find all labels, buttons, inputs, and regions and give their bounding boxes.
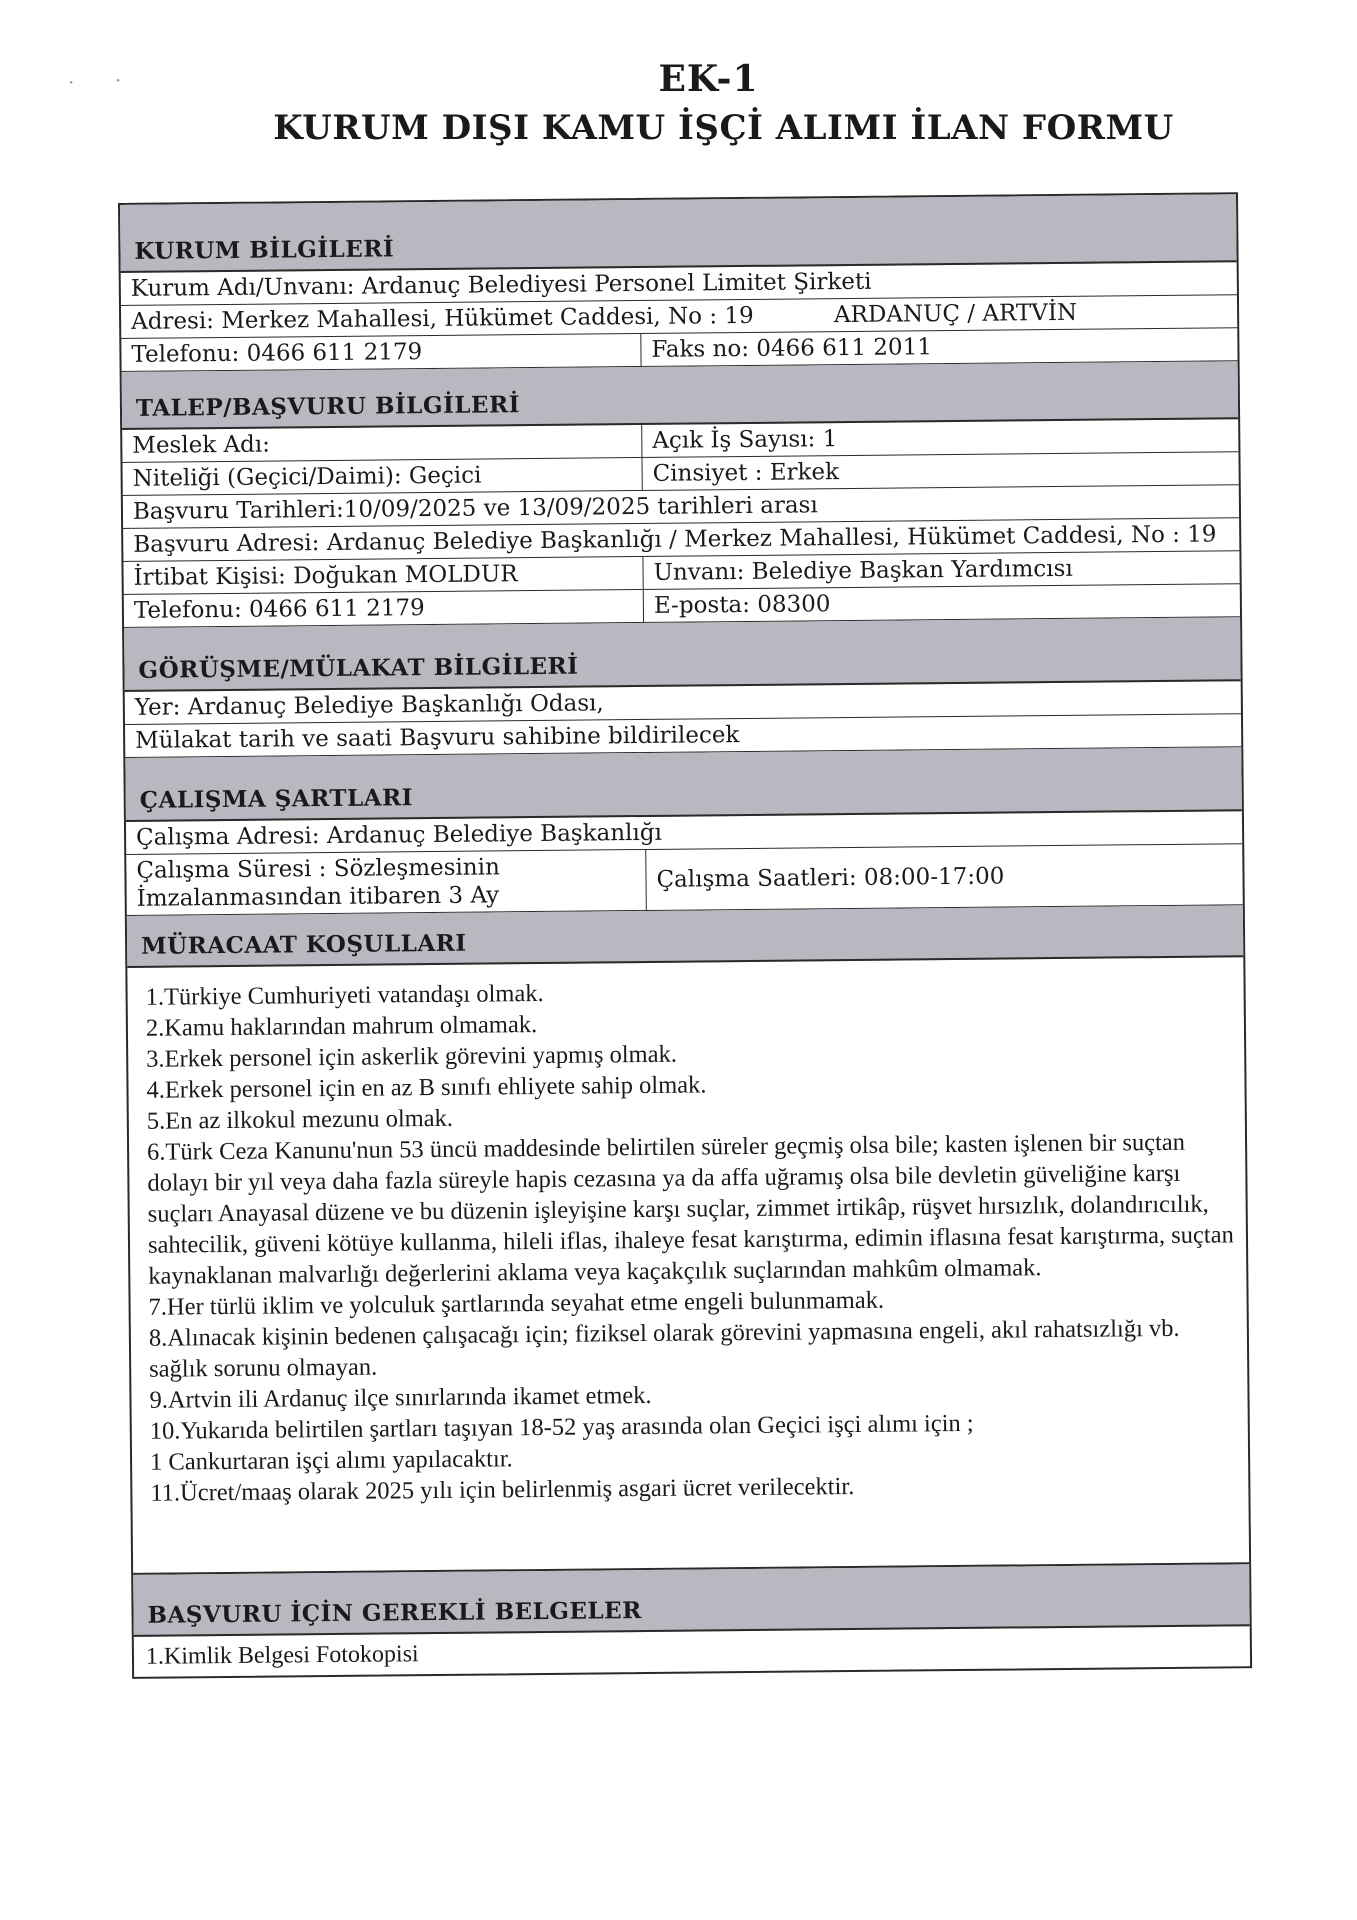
kurum-city: ARDANUÇ / ARTVİN xyxy=(833,299,1078,329)
condition-item: 10.Yukarıda belirtilen şartları taşıyan 18-52 yaş arasında olan Geçici işçi alımı için ; xyxy=(149,1409,974,1445)
section-talep-heading: TALEP/BAŞVURU BİLGİLERİ xyxy=(122,361,1239,430)
document-header xyxy=(0,58,1357,148)
condition-item: 1 Cankurtaran işçi alımı yapılacaktır. xyxy=(149,1445,513,1476)
condition-item: 9.Artvin ili Ardanuç ilçe sınırlarında ikamet etmek. xyxy=(149,1381,652,1414)
interview-place: Yer: Ardanuç Belediye Başkanlığı Odası, xyxy=(134,690,604,721)
work-duration-line-2: İmzalanmasından itibaren 3 Ay xyxy=(136,882,500,912)
section-calisma-heading: ÇALIŞMA ŞARTLARI xyxy=(125,747,1242,822)
conditions-list xyxy=(127,957,1249,1575)
condition-item: 7.Her türlü iklim ve yolculuk şartlarında seyahat etme engeli bulunmamak. xyxy=(148,1286,885,1321)
work-address: Çalışma Adresi: Ardanuç Belediye Başkanlığı xyxy=(135,819,663,851)
kurum-fax: Faks no: 0466 611 2011 xyxy=(651,334,933,363)
gender: Cinsiyet : Erkek xyxy=(652,459,840,487)
application-address: Başvuru Adresi: Ardanuç Belediye Başkanlığı / Merkez Mahallesi, Hükümet Caddesi, No : 19 xyxy=(133,521,1217,558)
open-positions: Açık İş Sayısı: 1 xyxy=(652,426,838,454)
scan-artifact: · xyxy=(68,70,75,94)
contact-person: İrtibat Kişisi: Doğukan MOLDUR xyxy=(123,557,643,594)
condition-item: 4.Erkek personel için en az B sınıfı ehliyete sahip olmak. xyxy=(146,1071,707,1104)
announcement-form xyxy=(118,192,1252,1679)
work-hours: Çalışma Saatleri: 08:00-17:00 xyxy=(656,863,1005,893)
condition-item: 1.Türkiye Cumhuriyeti vatandaşı olmak. xyxy=(145,979,544,1011)
condition-item: 2.Kamu haklarından mahrum olmamak. xyxy=(145,1011,538,1042)
condition-item: 3.Erkek personel için askerlik görevini yapmış olmak. xyxy=(146,1040,678,1073)
section-belgeler-heading: BAŞVURU İÇİN GEREKLİ BELGELER xyxy=(133,1564,1250,1637)
document-title: KURUM DIŞI KAMU İŞÇİ ALIMI İLAN FORMU xyxy=(273,108,1174,148)
condition-item: 6.Türk Ceza Kanunu'nun 53 üncü maddesinde belirtilen süreler geçmiş olsa bile; kasten işlenen bir suçtan dolayı bir yıl veya daha fazla süreyle hapis cezasına ya da affa uğramış olsa bile devletin güveliğine karşı suçları Anayasal düzene ve bu düzenin işleyişine karşı suçlar, zimmet irtikâp, rüşvet hırsızlık, dolandırıcılık, sahtecilik, güveni kötüye kullanma, hileli iflas, ihaleye fesat karıştırma, edimin iflasına fesat karıştırma, suçtan kaynaklanan malvarlığı değerlerini aklama veya kaçakçılık suçlarından mahkûm olmamak. xyxy=(146,1128,1234,1290)
job-nature: Niteliği (Geçici/Daimi): Geçici xyxy=(122,458,642,495)
application-dates: Başvuru Tarihleri:10/09/2025 ve 13/09/2025 tarihleri arası xyxy=(132,492,818,525)
contact-phone: Telefonu: 0466 611 2179 xyxy=(124,590,644,627)
section-kurum-heading: KURUM BİLGİLERİ xyxy=(120,194,1237,273)
calisma-row-2 xyxy=(126,844,1243,916)
required-document-item: 1.Kimlik Belgesi Fotokopisi xyxy=(145,1641,419,1670)
condition-item: 11.Ücret/maaş olarak 2025 yılı için belirlenmiş asgari ücret verilecektir. xyxy=(150,1472,855,1507)
scan-artifact: · xyxy=(115,68,122,92)
work-duration xyxy=(126,850,647,915)
kurum-phone: Telefonu: 0466 611 2179 xyxy=(121,334,641,371)
section-muracaat-heading: MÜRACAAT KOŞULLARI xyxy=(127,905,1243,968)
kurum-name: Kurum Adı/Unvanı: Ardanuç Belediyesi Personel Limitet Şirketi xyxy=(130,268,872,302)
profession: Meslek Adı: xyxy=(122,425,642,462)
section-gorusme-heading: GÖRÜŞME/MÜLAKAT BİLGİLERİ xyxy=(124,617,1241,692)
condition-item: 8.Alınacak kişinin bedenen çalışacağı için; fiziksel olarak görevini yapmasına engeli, akıl rahatsızlığı vb. sağlık sorunu olmayan. xyxy=(148,1314,1180,1383)
kurum-address: Adresi: Merkez Mahallesi, Hükümet Caddesi, No : 19 xyxy=(131,302,754,335)
interview-datetime: Mülakat tarih ve saati Başvuru sahibine bildirilecek xyxy=(135,722,740,754)
condition-item: 5.En az ilkokul mezunu olmak. xyxy=(146,1104,454,1135)
contact-email: E-posta: 08300 xyxy=(653,591,831,619)
work-duration-line-1: Çalışma Süresi : Sözleşmesinin xyxy=(136,854,500,884)
contact-title: Unvanı: Belediye Başkan Yardımcısı xyxy=(653,555,1073,586)
document-code: EK-1 xyxy=(658,58,759,100)
